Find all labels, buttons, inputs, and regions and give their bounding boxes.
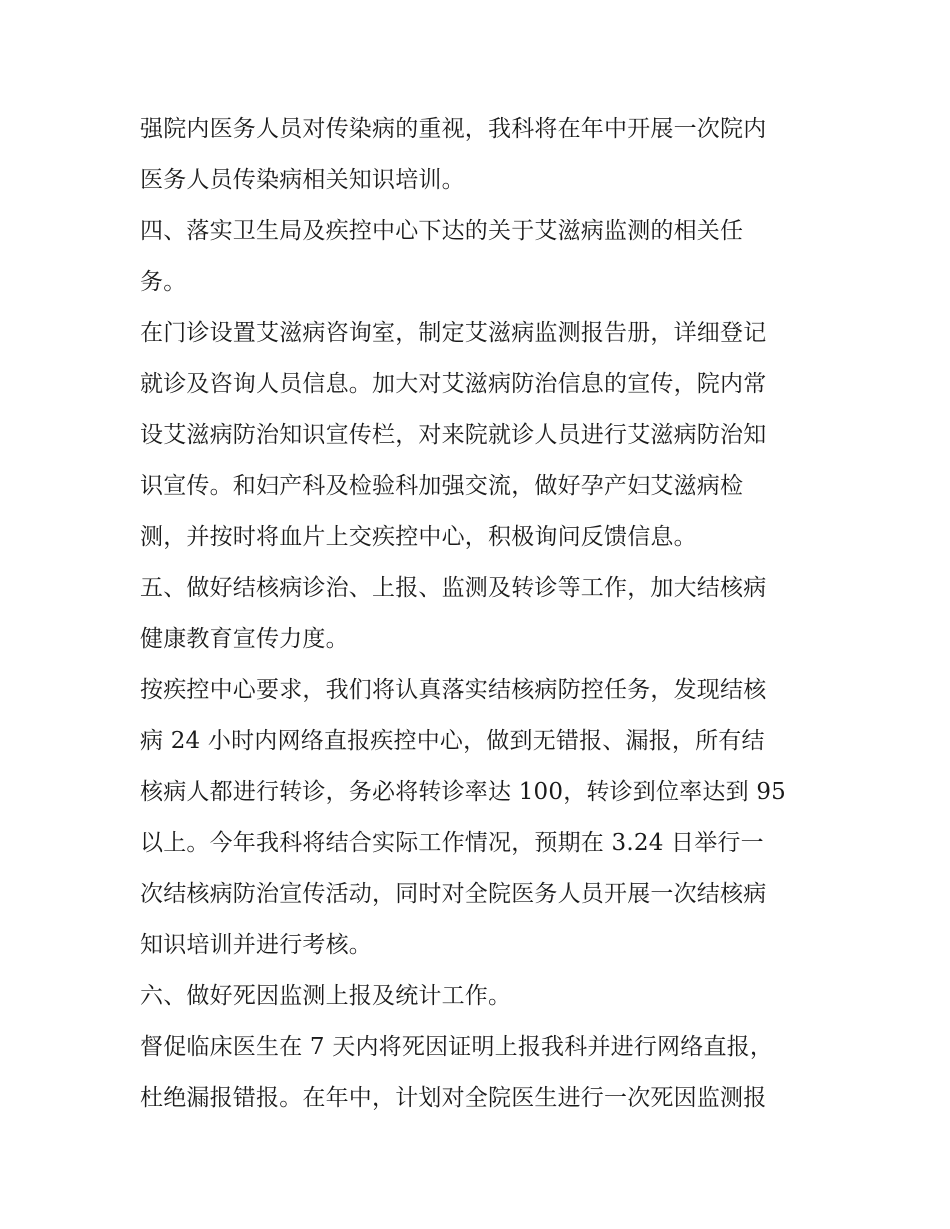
document-body — [140, 104, 820, 1124]
text-line: 次结核病防治宣传活动，同时对全院医务人员开展一次结核病 — [140, 881, 767, 907]
text-line: 在门诊设置艾滋病咨询室，制定艾滋病监测报告册，详细登记 — [140, 320, 767, 346]
section-heading-6: 六、做好死因监测上报及统计工作。 — [140, 983, 512, 1009]
text-line: 知识培训并进行考核。 — [140, 932, 372, 958]
text-line: 测，并按时将血片上交疾控中心，积极询问反馈信息。 — [140, 524, 697, 550]
section-heading-4-cont: 务。 — [140, 269, 187, 295]
section-heading-5: 五、做好结核病诊治、上报、监测及转诊等工作，加大结核病 — [140, 575, 767, 601]
text-line: 核病人都进行转诊，务必将转诊率达 100，转诊到位率达到 95 — [140, 779, 786, 805]
text-line: 强院内医务人员对传染病的重视，我科将在年中开展一次院内 — [140, 116, 767, 142]
text-line: 医务人员传染病相关知识培训。 — [140, 167, 465, 193]
text-line: 病 24 小时内网络直报疾控中心，做到无错报、漏报，所有结 — [140, 728, 765, 754]
text-line: 按疾控中心要求，我们将认真落实结核病防控任务，发现结核 — [140, 677, 767, 703]
text-line: 督促临床医生在 7 天内将死因证明上报我科并进行网络直报， — [140, 1034, 774, 1060]
text-line: 就诊及咨询人员信息。加大对艾滋病防治信息的宣传，院内常 — [140, 371, 767, 397]
text-line: 识宣传。和妇产科及检验科加强交流，做好孕产妇艾滋病检 — [140, 473, 744, 499]
section-heading-5-cont: 健康教育宣传力度。 — [140, 626, 349, 652]
text-line: 以上。今年我科将结合实际工作情况，预期在 3.24 日举行一 — [140, 830, 764, 856]
text-line: 杜绝漏报错报。在年中，计划对全院医生进行一次死因监测报 — [140, 1085, 767, 1111]
section-heading-4: 四、落实卫生局及疾控中心下达的关于艾滋病监测的相关任 — [140, 218, 744, 244]
text-line: 设艾滋病防治知识宣传栏，对来院就诊人员进行艾滋病防治知 — [140, 422, 767, 448]
